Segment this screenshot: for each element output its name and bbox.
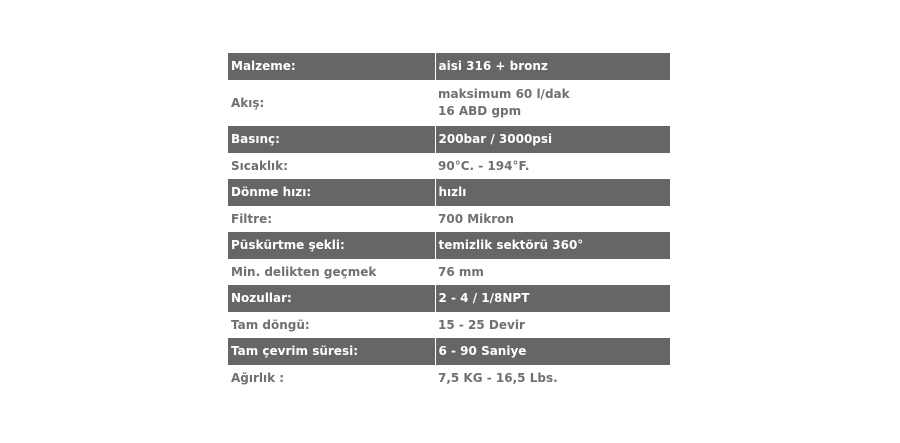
spec-value	[435, 80, 670, 126]
spec-row	[228, 312, 670, 338]
spec-label: Malzeme:	[228, 53, 435, 80]
spec-value-line: 15 - 25 Devir	[438, 317, 525, 332]
spec-value-line: hızlı	[438, 185, 467, 199]
spec-value	[435, 259, 670, 285]
spec-value-line: 6 - 90 Saniye	[438, 344, 527, 358]
spec-value-line: 700 Mikron	[438, 211, 514, 226]
spec-table	[228, 53, 670, 391]
spec-label: Tam çevrim süresi:	[228, 338, 435, 365]
spec-value-line: 200bar / 3000psi	[438, 132, 553, 146]
spec-label: Akış:	[228, 80, 435, 126]
spec-value-line: 90°C. - 194°F.	[438, 158, 530, 173]
spec-value	[435, 338, 670, 365]
spec-row	[228, 126, 670, 153]
spec-row	[228, 80, 670, 126]
spec-value	[435, 365, 670, 391]
spec-value-line: 16 ABD gpm	[438, 104, 522, 118]
spec-label: Sıcaklık:	[228, 153, 435, 179]
spec-value-line: aisi 316 + bronz	[438, 59, 548, 73]
spec-row	[228, 365, 670, 391]
spec-label: Tam döngü:	[228, 312, 435, 338]
spec-value-line: 2 - 4 / 1/8NPT	[438, 291, 530, 305]
spec-label: Nozullar:	[228, 285, 435, 312]
spec-value	[435, 285, 670, 312]
spec-value-line: temizlik sektörü 360°	[438, 238, 584, 252]
spec-value	[435, 53, 670, 80]
spec-row	[228, 179, 670, 206]
spec-row	[228, 259, 670, 285]
spec-row	[228, 153, 670, 179]
spec-value	[435, 153, 670, 179]
spec-row	[228, 53, 670, 80]
spec-value-line: 7,5 KG - 16,5 Lbs.	[438, 370, 558, 385]
spec-value	[435, 126, 670, 153]
spec-table-body	[228, 53, 670, 391]
spec-value	[435, 312, 670, 338]
spec-row	[228, 206, 670, 232]
spec-value	[435, 206, 670, 232]
spec-label: Püskürtme şekli:	[228, 232, 435, 259]
spec-row	[228, 232, 670, 259]
spec-label: Basınç:	[228, 126, 435, 153]
spec-label: Dönme hızı:	[228, 179, 435, 206]
spec-label: Ağırlık :	[228, 365, 435, 391]
spec-value	[435, 232, 670, 259]
spec-value-line: 76 mm	[438, 264, 484, 279]
spec-row	[228, 285, 670, 312]
spec-label: Filtre:	[228, 206, 435, 232]
spec-row	[228, 338, 670, 365]
spec-label: Min. delikten geçmek	[228, 259, 435, 285]
spec-value-line: maksimum 60 l/dak	[438, 87, 570, 101]
spec-value	[435, 179, 670, 206]
